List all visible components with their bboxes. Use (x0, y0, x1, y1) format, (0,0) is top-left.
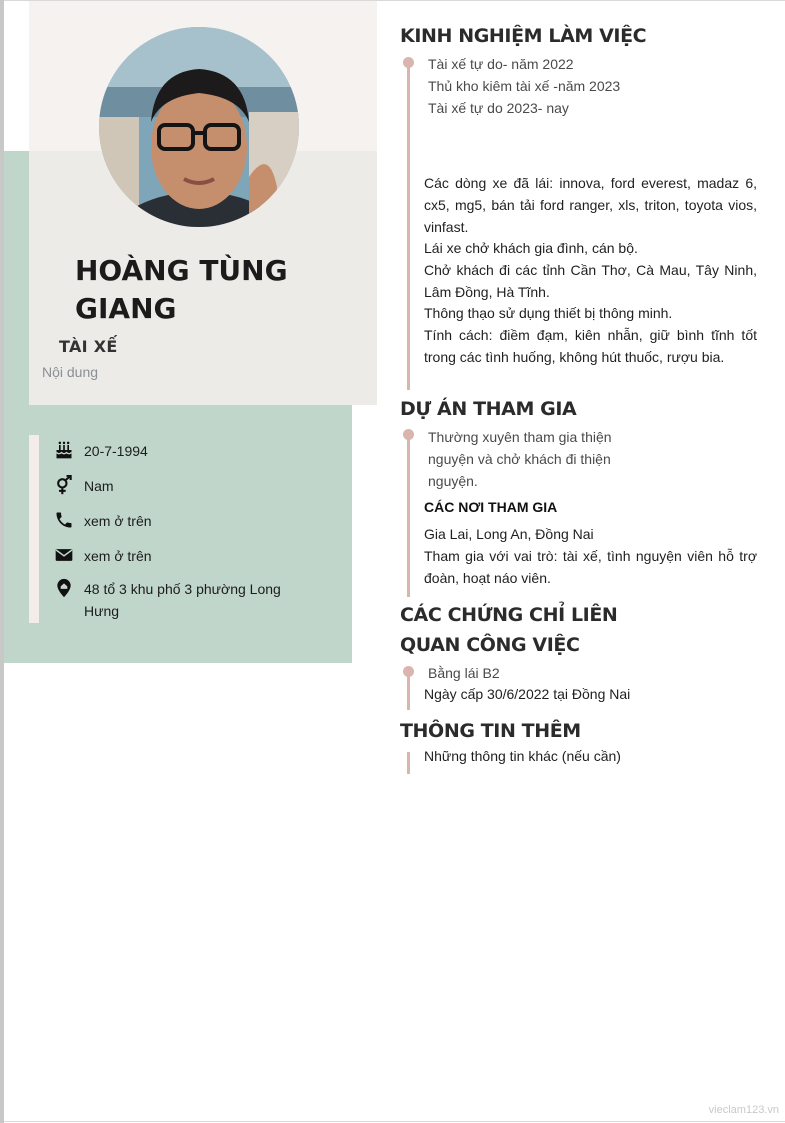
projects-intro: Thường xuyên tham gia thiện nguyện và chở khách đi thiện nguyện. (428, 429, 612, 489)
birthday-text: 20-7-1994 (84, 443, 148, 459)
experience-detail: Tính cách: điềm đạm, kiên nhẫn, giữ bình tĩnh tốt trong các tình huống, không hút thuốc, rượu bia. (424, 327, 757, 365)
experience-detail: Chở khách đi các tỉnh Cần Thơ, Cà Mau, Tây Ninh, Lâm Đồng, Hà Tĩnh. (424, 262, 757, 300)
watermark: vieclam123.vn (708, 1104, 779, 1116)
extra-timeline (407, 752, 410, 774)
contact-email (54, 545, 294, 567)
projects-subtitle: CÁC NƠI THAM GIA (424, 499, 558, 515)
certificate-name: Bằng lái B2 (428, 665, 500, 681)
experience-detail: Lái xe chở khách gia đình, cán bộ. (424, 240, 638, 256)
section-title-projects: DỰ ÁN THAM GIA (400, 398, 577, 420)
phone-icon (54, 510, 74, 530)
experience-detail: Thông thạo sử dụng thiết bị thông minh. (424, 305, 673, 321)
email-text: xem ở trên (84, 548, 152, 564)
projects-timeline-dot (403, 429, 414, 440)
contact-address (54, 578, 294, 622)
experience-item: Tài xế tự do- năm 2022 (428, 56, 574, 72)
page-bottom-border (4, 1121, 785, 1122)
section-title-extra: THÔNG TIN THÊM (400, 720, 581, 742)
email-icon (54, 545, 74, 565)
experience-item: Tài xế tự do 2023- nay (428, 100, 569, 116)
phone-text: xem ở trên (84, 513, 152, 529)
job-title: TÀI XẾ (59, 337, 118, 356)
projects-places: Gia Lai, Long An, Đồng Nai (424, 526, 594, 542)
projects-role: Tham gia với vai trò: tài xế, tình nguyện viên hỗ trợ đoàn, hoạt náo viên. (424, 548, 757, 586)
job-subtitle: Nội dung (42, 364, 99, 380)
section-title-experience: KINH NGHIỆM LÀM VIỆC (400, 25, 647, 47)
projects-timeline (407, 432, 410, 597)
contact-accent-bar (29, 435, 39, 623)
gender-text: Nam (84, 478, 114, 494)
certificates-timeline-dot (403, 666, 414, 677)
experience-item: Thủ kho kiêm tài xế -năm 2023 (428, 78, 621, 94)
birthday-cake-icon (54, 440, 74, 460)
contact-gender (54, 475, 294, 497)
address-text: 48 tổ 3 khu phố 3 phường Long Hưng (84, 581, 281, 619)
experience-timeline (407, 62, 410, 390)
profile-photo (99, 27, 299, 227)
extra-text: Những thông tin khác (nếu cần) (424, 748, 621, 764)
gender-icon (54, 475, 74, 495)
section-title-certificates: CÁC CHỨNG CHỈ LIÊN QUAN CÔNG VIỆC (400, 604, 618, 656)
avatar (99, 27, 299, 227)
experience-timeline-dot (403, 57, 414, 68)
certificate-date: Ngày cấp 30/6/2022 tại Đồng Nai (424, 686, 631, 702)
contact-phone (54, 510, 294, 532)
experience-detail: Các dòng xe đã lái: innova, ford everest, madaz 6, cx5, mg5, bán tải ford ranger, xls, triton, toyota vios, vinfast. (424, 175, 757, 235)
contact-birthday (54, 440, 294, 462)
candidate-name: HOÀNG TÙNG GIANG (75, 254, 288, 325)
location-pin-icon (54, 578, 74, 598)
